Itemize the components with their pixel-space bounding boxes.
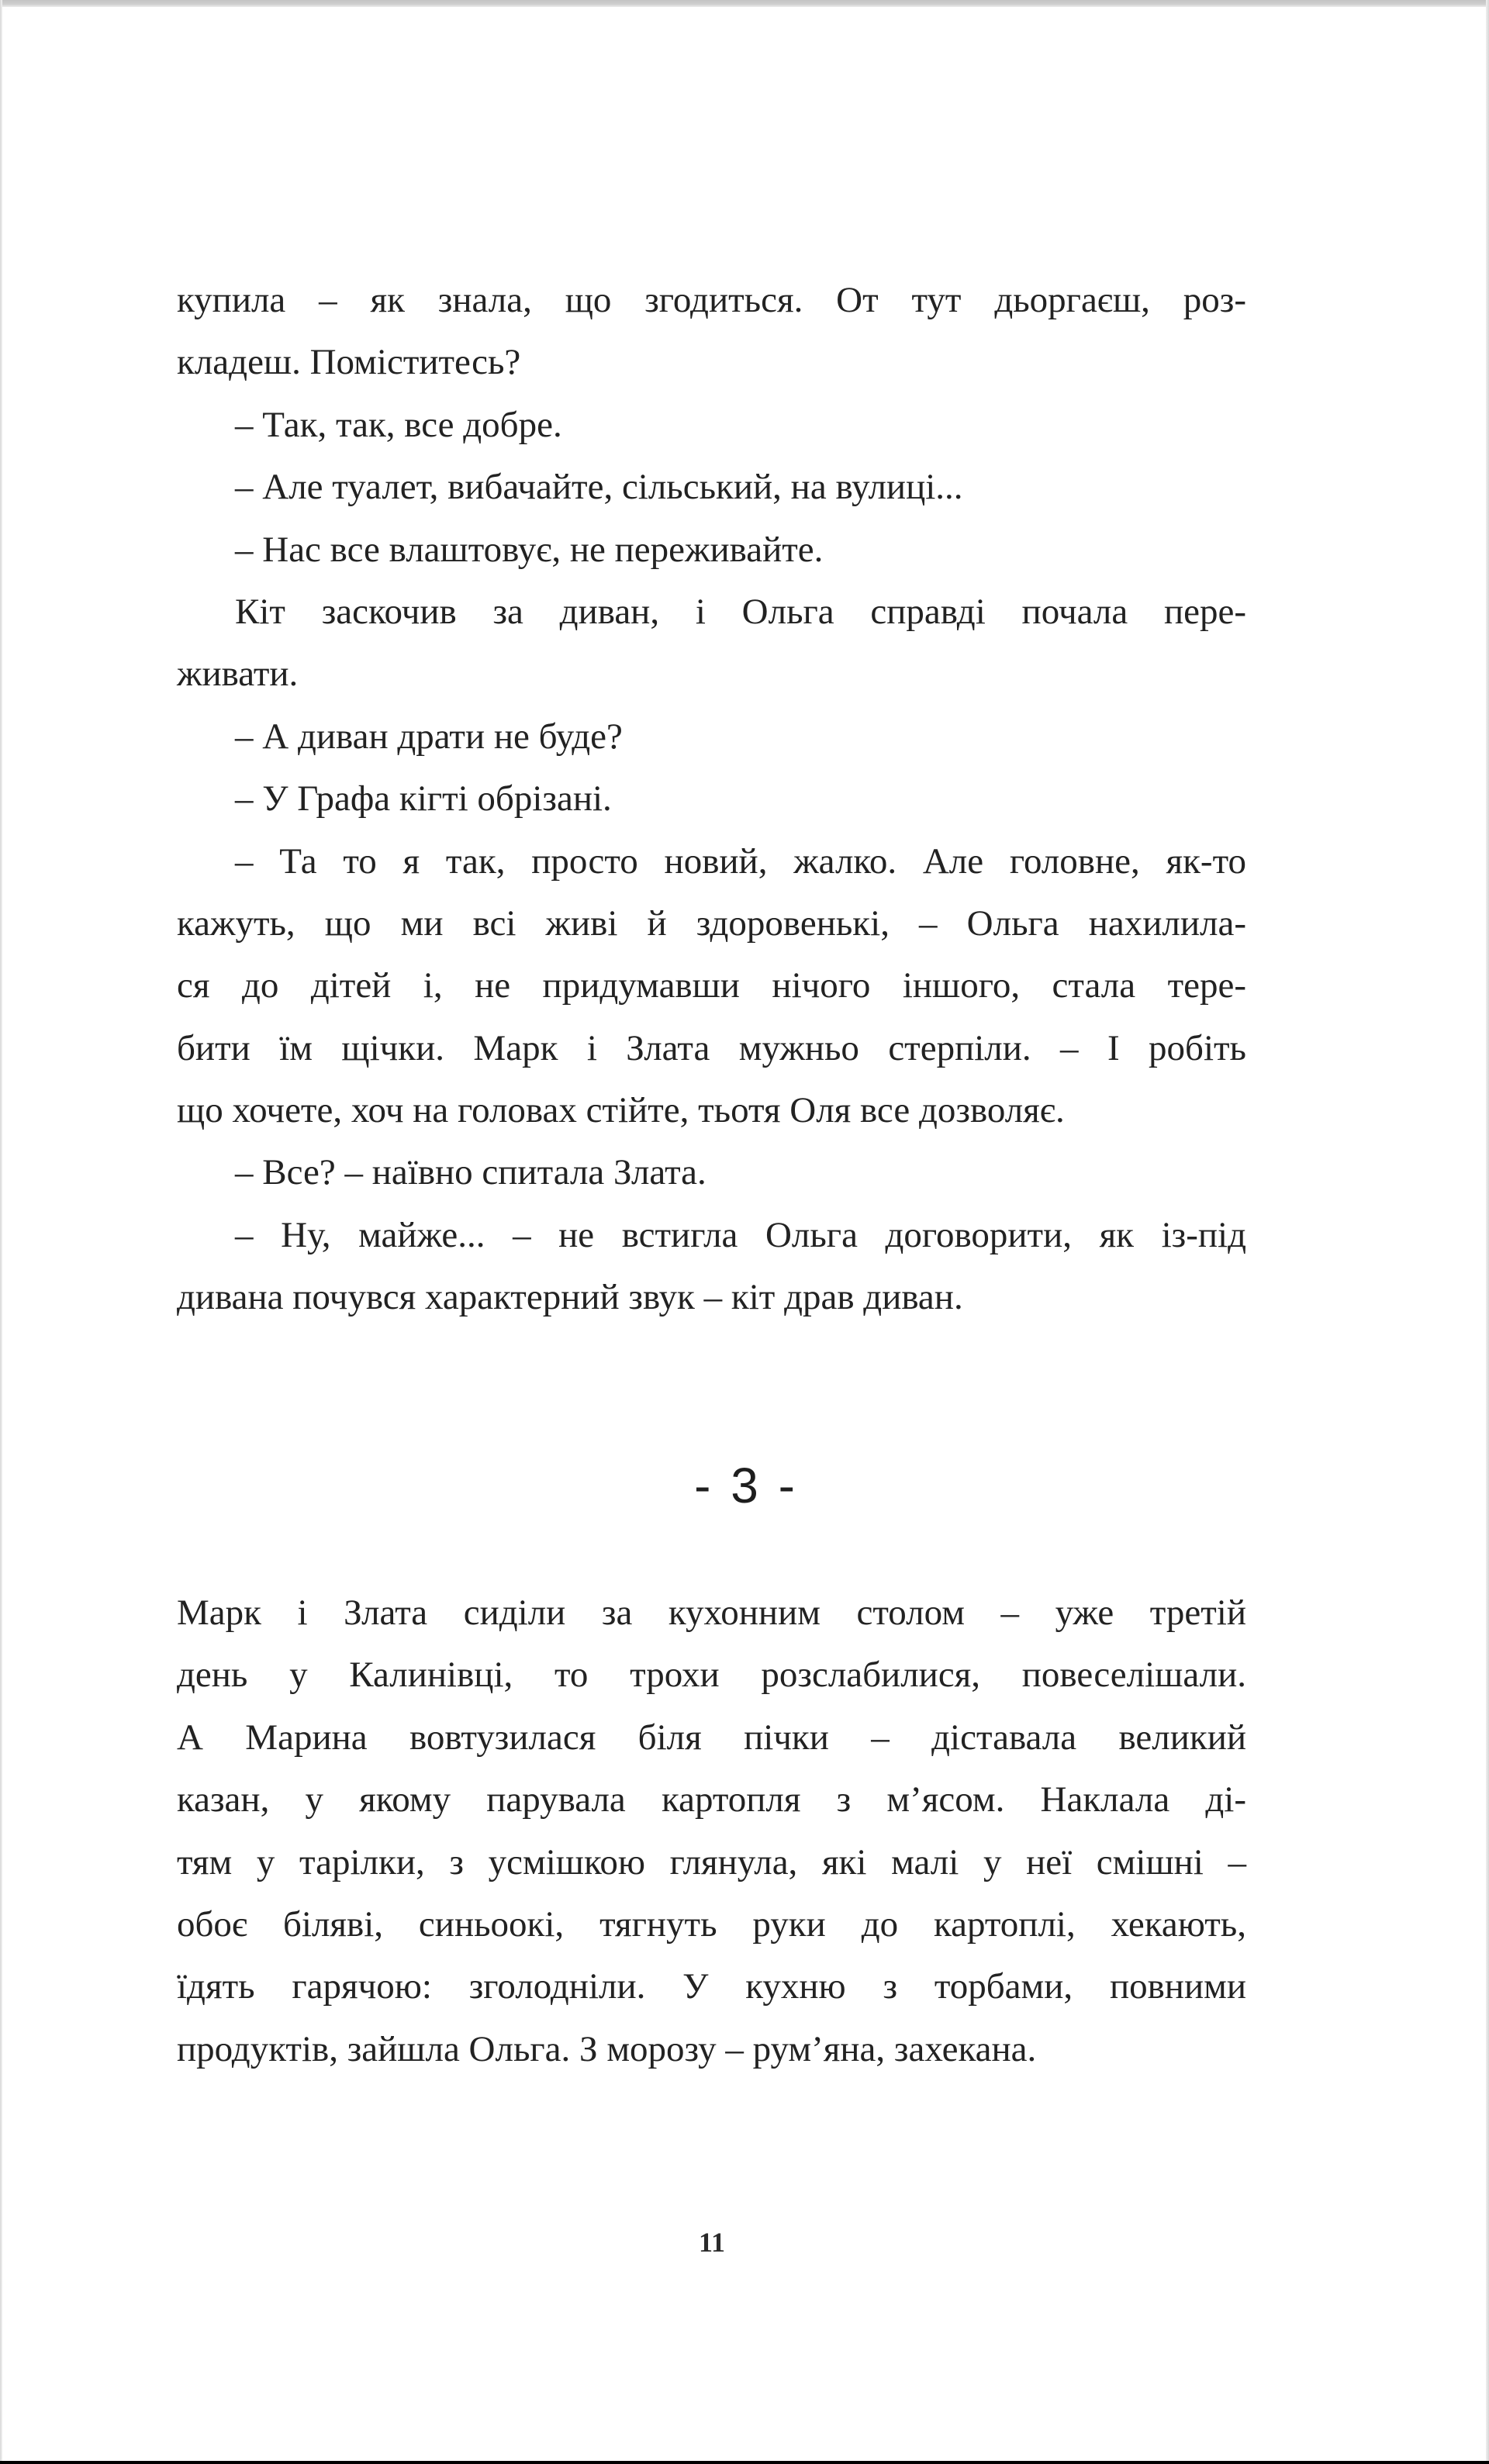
page-bottom-border <box>0 2461 1489 2464</box>
text-line: продуктів, зайшла Ольга. З морозу – рум’яна, захекана. <box>177 2028 1037 2069</box>
text-line: кладеш. Поміститесь? <box>177 342 521 383</box>
text-line: – Нас все влаштовує, не переживайте. <box>235 529 824 570</box>
text-line: – Але туалет, вибачайте, сільський, на вулиці... <box>235 467 963 508</box>
page-number: 11 <box>698 2227 725 2258</box>
text-line: – А диван драти не буде? <box>235 716 623 757</box>
text-line: дивана почувся характерний звук – кіт драв диван. <box>177 1277 963 1318</box>
text-line: – У Графа кігті обрізані. <box>235 778 612 820</box>
text-line: їдять гарячою: зголодніли. У кухню з торбами, повними <box>177 1966 1246 2007</box>
text-line: – Ну, майже... – не встигла Ольга договорити, як із-під <box>235 1214 1246 1255</box>
text-line: Кіт заскочив за диван, і Ольга справді почала пере- <box>235 591 1246 632</box>
text-line: тям у тарілки, з усмішкою глянула, які малі у неї смішні – <box>177 1841 1246 1883</box>
text-line: ся до дітей і, не придумавши нічого іншого, стала тере- <box>177 965 1246 1006</box>
text-line: – Все? – наївно спитала Злата. <box>235 1152 706 1193</box>
text-line: що хочете, хоч на головах стійте, тьотя Оля все дозволяє. <box>177 1090 1065 1131</box>
text-line: А Марина вовтузилася біля пічки – діставала великий <box>177 1717 1246 1758</box>
text-line: Марк і Злата сиділи за кухонним столом – уже третій <box>177 1593 1246 1633</box>
text-line: обоє біляві, синьоокі, тягнуть руки до картоплі, хекають, <box>177 1903 1246 1945</box>
text-line: день у Калинівці, то трохи розслабилися, повеселішали. <box>177 1655 1246 1696</box>
text-line: купила – як знала, що згодиться. От тут дьоргаєш, роз- <box>177 280 1246 320</box>
chapter-heading: - 3 - <box>694 1458 795 1513</box>
body-text-section-1 <box>177 269 1246 1329</box>
text-line: бити їм щічки. Марк і Злата мужньо стерпіли. – І робіть <box>177 1027 1246 1068</box>
text-line: казан, у якому парувала картопля з м’ясом. Наклала ді- <box>177 1779 1246 1820</box>
text-line: кажуть, що ми всі живі й здоровенькі, – Ольга нахилила- <box>177 902 1246 944</box>
text-line: – Так, так, все добре. <box>235 404 562 445</box>
body-text-section-2 <box>177 1582 1246 2080</box>
text-line: – Та то я так, просто новий, жалко. Але головне, як-то <box>235 840 1246 882</box>
text-line: живати. <box>177 654 299 695</box>
